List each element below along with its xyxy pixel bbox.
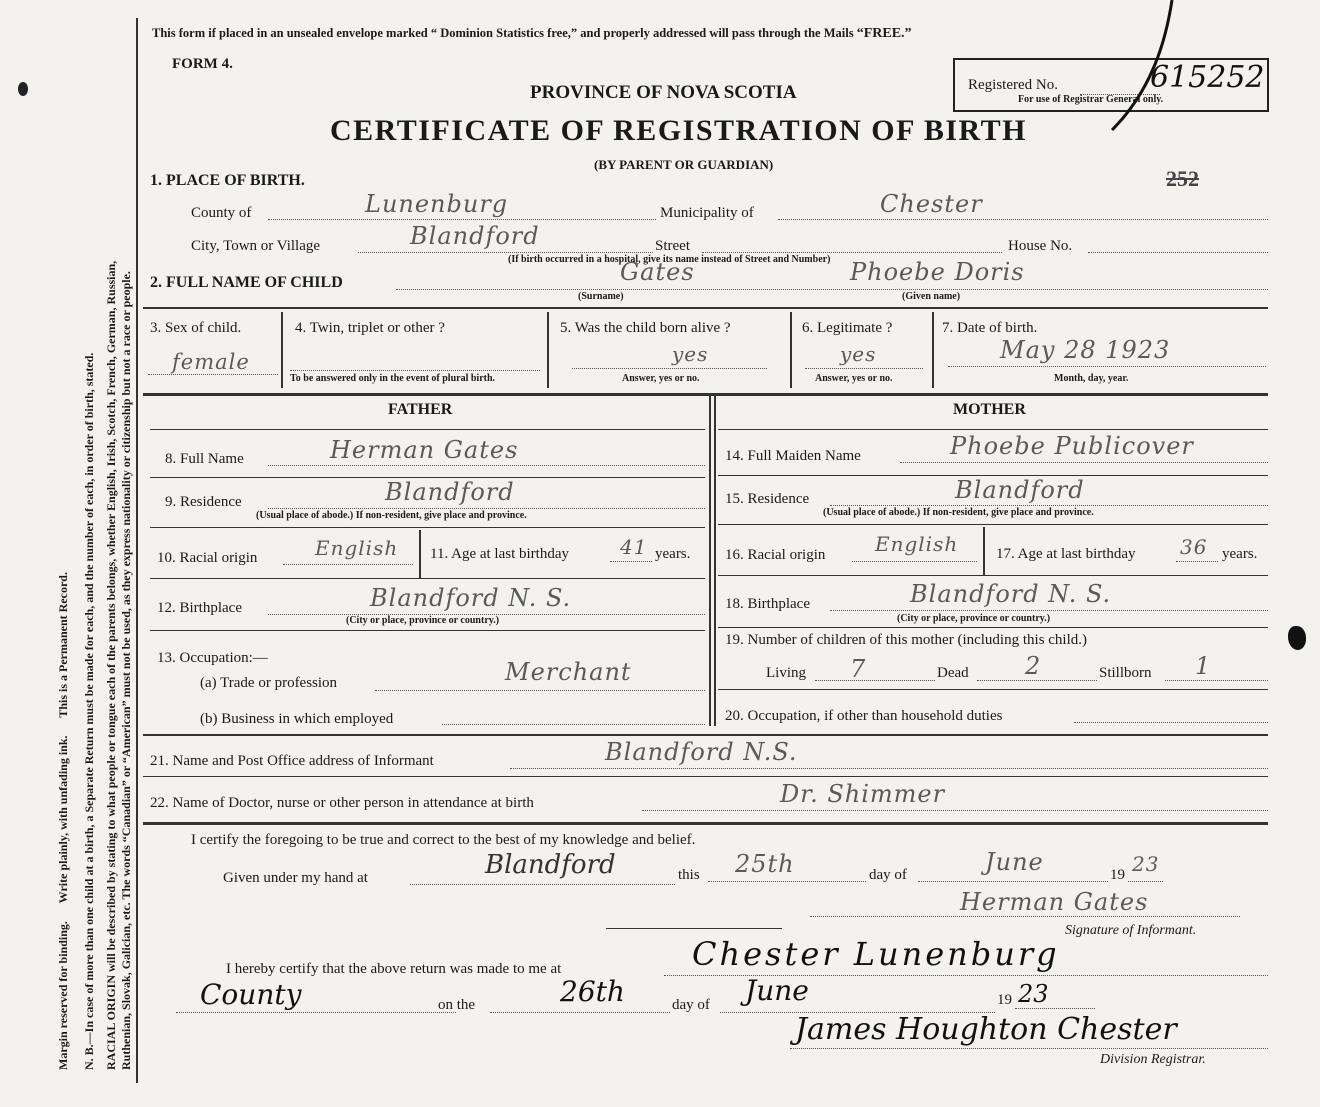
- mother-name-label: 14. Full Maiden Name: [725, 448, 861, 464]
- mother-racial-value: English: [875, 532, 959, 556]
- mother-heading: MOTHER: [953, 401, 1026, 418]
- father-occupation-label: 13. Occupation:—: [157, 650, 268, 666]
- certify-year: 23: [1132, 852, 1160, 876]
- stillborn-value: 1: [1195, 652, 1212, 680]
- registrar-day-of-label: day of: [672, 997, 710, 1013]
- sex-label: 3. Sex of child.: [150, 320, 242, 336]
- day-of-label: day of: [869, 867, 907, 883]
- living-label: Living: [766, 665, 806, 681]
- registered-number: 615252: [1150, 60, 1265, 95]
- registered-label: Registered No.: [968, 77, 1058, 93]
- place-of-birth-heading: 1. PLACE OF BIRTH.: [150, 172, 305, 189]
- registrar-caption: Division Registrar.: [1100, 1052, 1206, 1067]
- county-value: Lunenburg: [365, 190, 509, 218]
- father-heading: FATHER: [388, 401, 453, 418]
- registrar-place: Chester Lunenburg: [692, 935, 1060, 973]
- mother-residence-note: (Usual place of abode.) If non-resident, give place and province.: [823, 507, 1094, 518]
- father-residence-note: (Usual place of abode.) If non-resident, give place and province.: [256, 510, 527, 521]
- pen-stroke: [1100, 0, 1180, 135]
- certify-year-prefix: 19: [1110, 867, 1125, 883]
- mail-note: This form if placed in an unsealed envelope marked “ Dominion Statistics free,” and properly addressed will pass through the Mails “FREE.”: [152, 26, 912, 41]
- city-value: Blandford: [410, 222, 540, 250]
- certify-month: June: [985, 848, 1044, 876]
- given-place: Blandford: [485, 850, 616, 880]
- mother-age-value: 36: [1180, 535, 1208, 559]
- father-name-label: 8. Full Name: [165, 451, 244, 467]
- registrar-county: County: [200, 978, 302, 1011]
- dead-value: 2: [1025, 652, 1042, 680]
- province-heading: PROVINCE OF NOVA SCOTIA: [530, 82, 797, 103]
- father-residence-value: Blandford: [385, 478, 515, 506]
- racial-note-1: RACIAL ORIGIN will be described by stating to what people or tongue each of the parents belongs, whether English, Irish, Scotch, French, German, Russian,: [104, 260, 118, 1070]
- street-label: Street: [655, 238, 690, 254]
- registrar-year-prefix: 19: [997, 992, 1012, 1008]
- stillborn-label: Stillborn: [1099, 665, 1152, 681]
- municipality-label: Municipality of: [660, 205, 754, 221]
- informant-signature: Herman Gates: [960, 888, 1149, 916]
- father-age-label: 11. Age at last birthday: [430, 546, 569, 562]
- father-racial-label: 10. Racial origin: [157, 550, 258, 566]
- legitimate-value: yes: [840, 342, 877, 366]
- page-title: CERTIFICATE OF REGISTRATION OF BIRTH: [330, 114, 1027, 147]
- alive-value: yes: [672, 342, 709, 366]
- house-label: House No.: [1008, 238, 1073, 254]
- living-value: 7: [850, 655, 867, 683]
- hospital-note: (If birth occurred in a hospital, give its name instead of Street and Number): [508, 254, 831, 265]
- registrar-statement: I hereby certify that the above return was made to me at: [226, 961, 562, 977]
- surname-caption: (Surname): [578, 291, 624, 302]
- on-the-label: on the: [438, 997, 476, 1013]
- legitimate-label: 6. Legitimate ?: [802, 320, 893, 336]
- mother-children-label: 19. Number of children of this mother (including this child.): [725, 632, 1088, 648]
- registrar-day: 26th: [560, 975, 625, 1008]
- father-business-label: (b) Business in which employed: [200, 711, 394, 727]
- margin-note: Margin reserved for binding. Write plainly, with unfading ink. This is a Permanent Record.: [56, 572, 70, 1070]
- father-age-value: 41: [620, 535, 648, 559]
- informant-value: Blandford N.S.: [605, 738, 798, 766]
- mother-residence-value: Blandford: [955, 476, 1085, 504]
- twin-note: To be answered only in the event of plural birth.: [290, 373, 496, 384]
- father-racial-value: English: [315, 536, 399, 560]
- certify-day: 25th: [735, 850, 795, 878]
- mother-birthplace-label: 18. Birthplace: [725, 596, 810, 612]
- informant-label: 21. Name and Post Office address of Informant: [150, 753, 434, 769]
- registrar-month: June: [745, 974, 809, 1007]
- mother-age-label: 17. Age at last birthday: [996, 546, 1136, 562]
- father-trade-value: Merchant: [505, 658, 632, 686]
- certify-statement: I certify the foregoing to be true and correct to the best of my knowledge and belief.: [191, 832, 696, 848]
- mother-racial-label: 16. Racial origin: [725, 547, 826, 563]
- sex-value: female: [172, 350, 250, 374]
- alive-note: Answer, yes or no.: [622, 373, 700, 384]
- this-label: this: [678, 867, 700, 883]
- county-label: County of: [191, 205, 252, 221]
- mother-birthplace-value: Blandford N. S.: [910, 580, 1112, 608]
- doctor-label: 22. Name of Doctor, nurse or other person in attendance at birth: [150, 795, 534, 811]
- child-given-name: Phoebe Doris: [850, 258, 1025, 286]
- mother-name-value: Phoebe Publicover: [950, 432, 1194, 460]
- mother-birthplace-note: (City or place, province or country.): [897, 613, 1051, 624]
- twin-label: 4. Twin, triplet or other ?: [295, 320, 445, 336]
- binding-margin-line: [136, 18, 138, 1083]
- registrar-year: 23: [1018, 980, 1049, 1008]
- father-birthplace-note: (City or place, province or country.): [346, 615, 500, 626]
- child-name-label: 2. FULL NAME OF CHILD: [150, 274, 343, 291]
- municipality-value: Chester: [880, 190, 983, 218]
- page-subtitle: (BY PARENT OR GUARDIAN): [594, 157, 774, 172]
- mother-age-unit: years.: [1222, 546, 1258, 562]
- registrar-signature: James Houghton Chester: [795, 1012, 1177, 1047]
- father-trade-label: (a) Trade or profession: [200, 675, 338, 691]
- mother-occupation-label: 20. Occupation, if other than household duties: [725, 708, 1003, 724]
- father-age-unit: years.: [655, 546, 691, 562]
- dead-label: Dead: [937, 665, 969, 681]
- registrar-note: For use of Registrar General only.: [1018, 94, 1164, 105]
- alive-label: 5. Was the child born alive ?: [560, 320, 731, 336]
- margin-mark: [18, 82, 28, 96]
- father-residence-label: 9. Residence: [165, 494, 242, 510]
- father-name-value: Herman Gates: [330, 436, 519, 464]
- dob-value: May 28 1923: [1000, 336, 1171, 364]
- father-birthplace-label: 12. Birthplace: [157, 600, 242, 616]
- given-label: Given under my hand at: [223, 870, 368, 886]
- father-birthplace-value: Blandford N. S.: [370, 584, 572, 612]
- racial-note-2: Ruthenian, Slovak, Galician, etc. The words “Canadian” or “American” must not be used, as they express nationality or citizenship but not a race or people.: [119, 271, 133, 1070]
- city-label: City, Town or Village: [191, 238, 321, 254]
- legitimate-note: Answer, yes or no.: [815, 373, 893, 384]
- nb-note: N. B.—In case of more than one child at a birth, a Separate Return must be made for each, and the number of each, in order of birth, stated.: [82, 352, 96, 1070]
- stamp-number: 252: [1166, 166, 1199, 191]
- dob-label: 7. Date of birth.: [942, 320, 1038, 336]
- ink-blot: [1288, 626, 1306, 650]
- dob-note: Month, day, year.: [1054, 373, 1129, 384]
- child-surname: Gates: [620, 258, 695, 286]
- mother-residence-label: 15. Residence: [725, 491, 810, 507]
- doctor-value: Dr. Shimmer: [780, 780, 946, 808]
- given-caption: (Given name): [902, 291, 961, 302]
- form-number: FORM 4.: [172, 56, 233, 72]
- signature-caption: Signature of Informant.: [1065, 923, 1197, 938]
